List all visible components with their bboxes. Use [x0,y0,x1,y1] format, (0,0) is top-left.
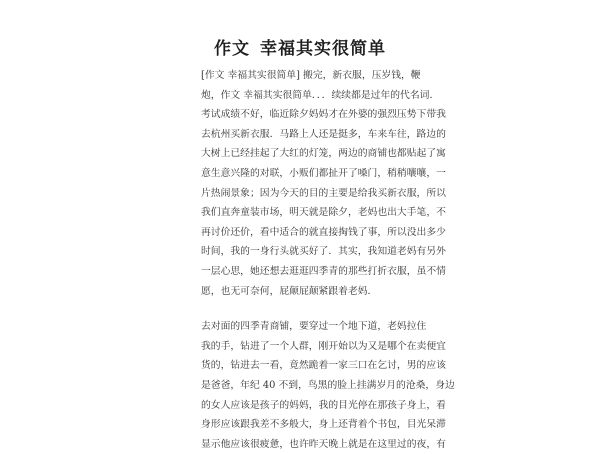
text-line: 意生意兴隆的对联，小贩们都扯开了嗓门，稍稍嚷嚷，一 [201,167,446,179]
text-line: 身形应该跟我差不多般大，身上还背着个书包，目光呆滞 [201,419,446,431]
text-line: 时间，我的一身行头就买好了．其实，我知道老妈有另外 [201,246,446,258]
text-line: 一层心思，她还想去逛逛四季青的那些打折衣服，虽不情 [201,265,446,277]
paragraph [201,317,455,454]
text-line: 炮，作文 幸福其实很简单．．．续续都是过年的代名词． [201,89,440,101]
document-title [0,34,600,59]
document-body [201,66,455,454]
text-line: 显示他应该很疲惫，也许昨天晚上就是在这里过的夜，有 [201,438,446,450]
text-line: 愿，也无可奈何，屁颠屁颠紧跟着老妈． [201,285,378,297]
title-label-name: 幸福其实很简单 [260,39,386,59]
text-line: 再讨价还价，看中适合的就直接掏钱了事，所以没出多少 [201,226,446,238]
text-line: 是爸爸，年纪 40 不到，鸟黑的脸上挂满岁月的沧桑，身边 [201,379,455,391]
text-line: 考试成绩不好，临近除夕妈妈才在外婆的强烈压势下带我 [201,109,446,121]
text-line: 去对面的四季青商铺，要穿过一个地下道，老妈拉住 [201,321,427,333]
text-line: 去杭州买新衣服．马路上人还是挺多，车来车往，路边的 [201,128,446,140]
text-line: [作文 幸福其实很简单] 搬完，新衣服，压岁钱，鞭 [201,70,421,81]
title-label-essay: 作文 [214,39,250,59]
text-line: 我的手，钻进了一个人群，刚开始以为又是哪个在卖便宜 [201,340,446,352]
paragraph-gap [201,301,411,317]
text-line: 货的，钻进去一看，竟然跪着一家三口在乞讨，男的应该 [201,360,446,372]
text-line: 的女人应该是孩子的妈妈，我的目光停在那孩子身上，看 [201,399,446,411]
paragraph [201,66,446,301]
text-line: 片热闹景象；因为今天的目的主要是给我买新衣服，所以 [201,187,446,199]
text-line: 大树上已经挂起了大红的灯笼，两边的商铺也都贴起了寓 [201,148,446,160]
text-line: 我们直奔童装市场，明天就是除夕，老妈也出大手笔，不 [201,207,446,219]
